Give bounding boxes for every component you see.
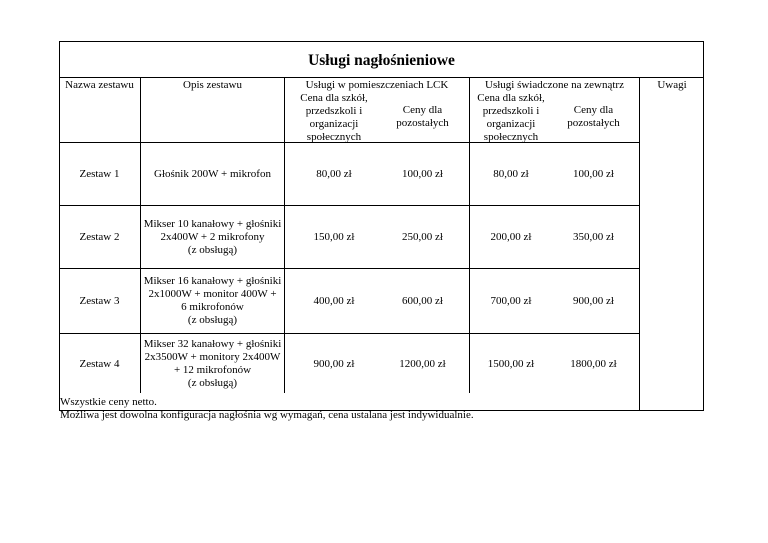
header-set-name: Nazwa zestawu bbox=[65, 79, 134, 91]
row-1-outside-others: 100,00 zł bbox=[573, 167, 614, 180]
header-inside-others-price: Ceny dla pozostałych bbox=[396, 104, 449, 129]
row-2-outside-others: 350,00 zł bbox=[573, 230, 614, 243]
row-3-outside-others: 900,00 zł bbox=[573, 294, 614, 307]
row-1-outside-schools: 80,00 zł bbox=[493, 167, 529, 180]
row-4-outside-others: 1800,00 zł bbox=[570, 357, 617, 370]
row-3-name: Zestaw 3 bbox=[79, 294, 120, 307]
header-outside-services: Usługi świadczone na zewnątrz bbox=[485, 79, 624, 91]
header-notes: Uwagi bbox=[657, 79, 687, 91]
row-1-description: Głośnik 200W + mikrofon bbox=[154, 167, 271, 180]
table-top-border bbox=[59, 77, 704, 78]
row-4-inside-others: 1200,00 zł bbox=[399, 357, 446, 370]
row-3-description: Mikser 16 kanałowy + głośniki 2x1000W + monitor 400W + 6 mikrofonów (z obsługą) bbox=[143, 275, 282, 326]
row-3-outside-schools: 700,00 zł bbox=[490, 294, 532, 307]
header-outside-others-price: Ceny dla pozostałych bbox=[567, 104, 620, 129]
row-2-inside-schools: 150,00 zł bbox=[313, 230, 355, 243]
row-2-outside-schools: 200,00 zł bbox=[490, 230, 532, 243]
document-title: Usługi nagłośnieniowe bbox=[308, 52, 455, 69]
header-inside-schools-price: Cena dla szkół, przedszkoli i organizacji społecznych bbox=[300, 92, 368, 143]
footer-net-prices-note: Wszystkie ceny netto. bbox=[60, 396, 157, 408]
row-2-name: Zestaw 2 bbox=[79, 230, 120, 243]
row-2-inside-others: 250,00 zł bbox=[402, 230, 443, 243]
row-4-inside-schools: 900,00 zł bbox=[313, 357, 355, 370]
row-3-inside-schools: 400,00 zł bbox=[313, 294, 355, 307]
row-4-name: Zestaw 4 bbox=[79, 357, 120, 370]
row-3-inside-others: 600,00 zł bbox=[402, 294, 443, 307]
row-1-inside-others: 100,00 zł bbox=[402, 167, 443, 180]
row-2-description: Mikser 10 kanałowy + głośniki 2x400W + 2 mikrofony (z obsługą) bbox=[143, 217, 282, 256]
header-outside-schools-price: Cena dla szkół, przedszkoli i organizacji społecznych bbox=[477, 92, 545, 143]
row-1-inside-schools: 80,00 zł bbox=[316, 167, 352, 180]
footer-configuration-note: Możliwa jest dowolna konfiguracja nagłośnia wg wymagań, cena ustalana jest indywidualnie. bbox=[60, 409, 474, 421]
header-inside-services: Usługi w pomieszczeniach LCK bbox=[305, 79, 449, 91]
row-1-name: Zestaw 1 bbox=[79, 167, 120, 180]
row-4-outside-schools: 1500,00 zł bbox=[487, 357, 535, 370]
header-set-description: Opis zestawu bbox=[183, 79, 242, 91]
column-divider bbox=[639, 77, 640, 411]
row-4-description: Mikser 32 kanałowy + głośniki 2x3500W + monitory 2x400W + 12 mikrofonów (z obsługą) bbox=[143, 338, 282, 389]
